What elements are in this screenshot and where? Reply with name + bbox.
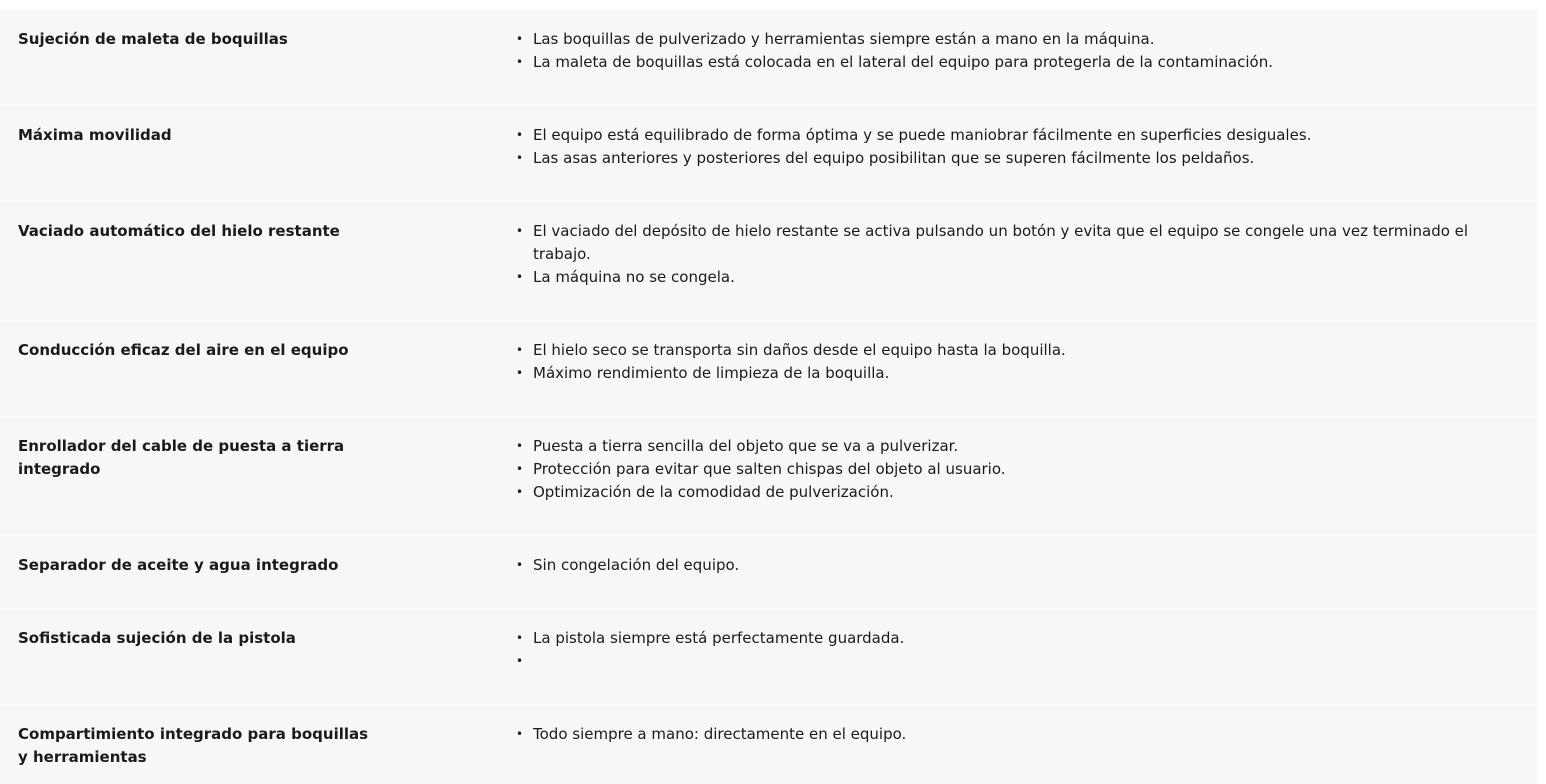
benefit-list [503, 554, 1537, 608]
feature-name: Sujeción de maleta de boquillas [18, 30, 288, 48]
feature-name: Máxima movilidad [18, 126, 172, 144]
benefit-list [503, 723, 1537, 784]
benefit-list [503, 28, 1537, 105]
table-row [0, 10, 1537, 106]
feature-name: Separador de aceite y agua integrado [18, 556, 339, 574]
table-row [0, 106, 1537, 202]
feature-name: Conducción eficaz del aire en el equipo [18, 341, 349, 359]
feature-name: Vaciado automático del hielo restante [18, 222, 340, 240]
benefit-item: • Protección para evitar que salten chispas del objeto al usuario. [503, 458, 1517, 481]
table-row [0, 202, 1537, 321]
benefit-list [503, 220, 1537, 320]
benefit-list [503, 124, 1537, 201]
benefit-list [503, 435, 1537, 535]
table-row [0, 705, 1537, 784]
benefit-item: • Todo siempre a mano: directamente en el equipo. [503, 723, 1517, 746]
benefit-item: • Sin congelación del equipo. [503, 554, 1517, 577]
benefit-item: • Las asas anteriores y posteriores del equipo posibilitan que se superen fácilmente los peldaños. [503, 147, 1517, 170]
benefit-item: • La maleta de boquillas está colocada en el lateral del equipo para protegerla de la contaminación. [503, 51, 1517, 74]
benefit-item: • La pistola siempre está perfectamente guardada. [503, 627, 1517, 650]
table-row [0, 417, 1537, 536]
table-row [0, 536, 1537, 609]
table-row [0, 609, 1537, 705]
feature-name: Enrollador del cable de puesta a tierra integrado [18, 437, 345, 478]
benefit-list [503, 627, 1537, 704]
benefit-item: • El vaciado del depósito de hielo restante se activa pulsando un botón y evita que el equipo se congele una vez terminado el trabajo. [503, 220, 1517, 266]
features-table [0, 10, 1537, 784]
benefit-item: • El hielo seco se transporta sin daños desde el equipo hasta la boquilla. [503, 339, 1517, 362]
benefit-item: • Las boquillas de pulverizado y herramientas siempre están a mano en la máquina. [503, 28, 1517, 51]
benefit-item: • Optimización de la comodidad de pulverización. [503, 481, 1517, 504]
table-row [0, 321, 1537, 417]
benefit-item: • Máximo rendimiento de limpieza de la boquilla. [503, 362, 1517, 385]
feature-name: Sofisticada sujeción de la pistola [18, 629, 296, 647]
benefit-item [503, 650, 1517, 673]
benefit-item: • El equipo está equilibrado de forma óptima y se puede maniobrar fácilmente en superficies desiguales. [503, 124, 1517, 147]
benefit-item: • Puesta a tierra sencilla del objeto que se va a pulverizar. [503, 435, 1517, 458]
benefit-list [503, 339, 1537, 416]
benefit-item: • La máquina no se congela. [503, 266, 1517, 289]
feature-name: Compartimiento integrado para boquillas y herramientas [18, 725, 369, 766]
